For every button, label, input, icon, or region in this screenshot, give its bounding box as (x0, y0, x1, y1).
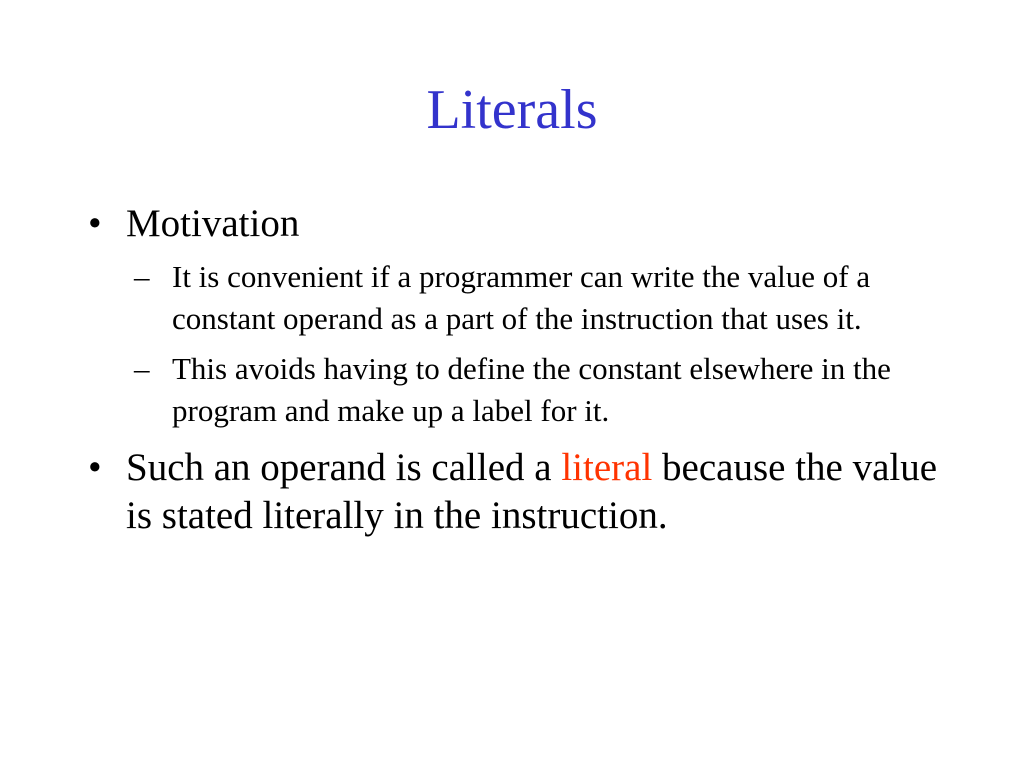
subbullet-marker: – (134, 351, 150, 386)
subbullet-text: This avoids having to define the constant elsewhere in the program and make up a label for it. (172, 351, 891, 428)
bullet-literal-definition (88, 444, 956, 540)
bullet-text: Motivation (126, 202, 300, 245)
subbullet-convenience (88, 256, 872, 340)
subbullet-avoids-label (88, 348, 892, 432)
bullet-marker: • (88, 446, 102, 489)
subbullet-marker: – (134, 259, 150, 294)
bullet-text-after: because the value is stated literally in the instruction. (126, 446, 938, 537)
slide-content (88, 200, 968, 540)
slide-title: Literals (426, 79, 598, 141)
subbullet-text: It is convenient if a programmer can write the value of a constant operand as a part of the instruction that uses it. (172, 259, 871, 336)
highlighted-term: literal (561, 446, 653, 489)
bullet-text-before: Such an operand is called a (126, 446, 562, 489)
bullet-motivation (88, 200, 968, 248)
bullet-marker: • (88, 202, 102, 245)
